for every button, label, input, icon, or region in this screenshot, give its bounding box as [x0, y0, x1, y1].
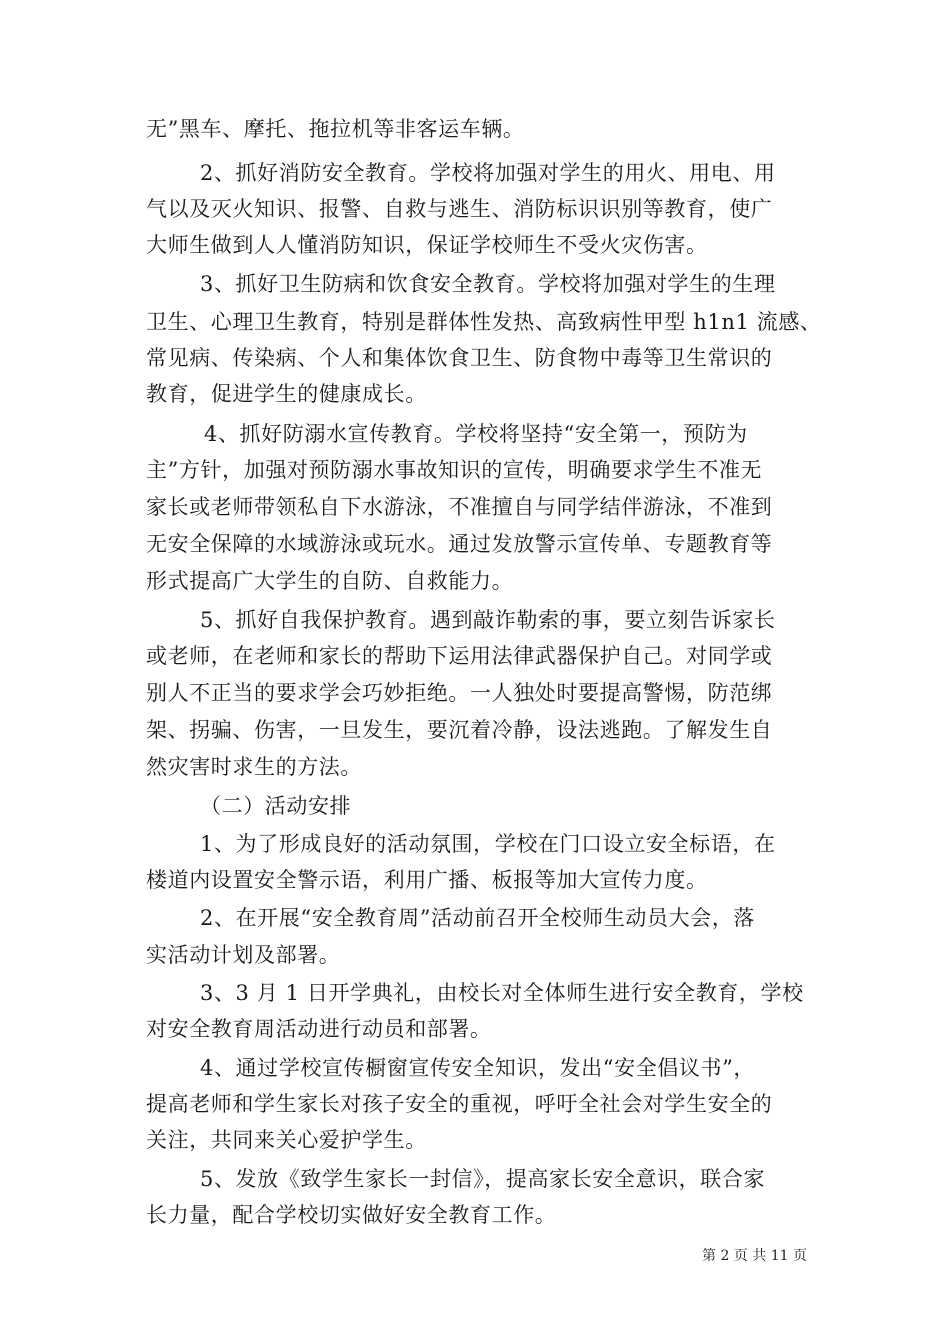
text-line: 大师生做到人人懂消防知识，保证学校师生不受火灾伤害。	[146, 233, 708, 257]
text-line: 架、拐骗、伤害，一旦发生，要沉着冷静，设法逃跑。了解发生自	[146, 718, 773, 742]
text-line: 长力量，配合学校切实做好安全教育工作。	[146, 1203, 557, 1227]
text-line: 对安全教育周活动进行动员和部署。	[146, 1017, 492, 1041]
text-line: 4、通过学校宣传橱窗宣传安全知识，发出“安全倡议书”，	[200, 1056, 756, 1080]
text-line: 或老师，在老师和家长的帮助下运用法律武器保护自己。对同学或	[146, 644, 773, 668]
text-line: 2、抓好消防安全教育。学校将加强对学生的用火、用电、用	[200, 161, 776, 185]
text-line: 5、发放《致学生家长一封信》，提高家长安全意识，联合家	[200, 1167, 766, 1191]
text-line: 形式提高广大学生的自防、自救能力。	[146, 569, 514, 593]
text-line: 关注，共同来关心爱护学生。	[146, 1128, 427, 1152]
text-line: 实活动计划及部署。	[146, 943, 341, 967]
text-line: 卫生、心理卫生教育，特别是群体性发热、高致病性甲型 h1n1 流感、	[146, 310, 822, 334]
page-number-footer: 第 2 页 共 11 页	[702, 1248, 807, 1264]
text-line: 楼道内设置安全警示语，利用广播、板报等加大宣传力度。	[146, 868, 708, 892]
text-line: 教育，促进学生的健康成长。	[146, 382, 427, 406]
text-line: 家长或老师带领私自下水游泳，不准擅自与同学结伴游泳，不准到	[146, 495, 773, 519]
section-heading: （二）活动安排	[200, 794, 352, 818]
text-line: 主”方针，加强对预防溺水事故知识的宣传，明确要求学生不准无	[146, 458, 763, 482]
text-line: 2、在开展“安全教育周”活动前召开全校师生动员大会，落	[200, 906, 756, 930]
text-line: 常见病、传染病、个人和集体饮食卫生、防食物中毒等卫生常识的	[146, 346, 773, 370]
text-line: 然灾害时求生的方法。	[146, 755, 362, 779]
text-line: 3、抓好卫生防病和饮食安全教育。学校将加强对学生的生理	[200, 272, 776, 296]
text-line: 别人不正当的要求学会巧妙拒绝。一人独处时要提高警惕，防范绑	[146, 681, 773, 705]
text-line: 4、抓好防溺水宣传教育。学校将坚持“安全第一，预防为	[204, 422, 748, 446]
text-line: 无安全保障的水域游泳或玩水。通过发放警示宣传单、专题教育等	[146, 532, 773, 556]
text-line: 1、为了形成良好的活动氛围，学校在门口设立安全标语，在	[200, 832, 776, 856]
text-line: 3、3 月 1 日开学典礼，由校长对全体师生进行安全教育，学校	[200, 981, 804, 1005]
text-line: 无”黑车、摩托、拖拉机等非客运车辆。	[146, 117, 525, 141]
text-line: 提高老师和学生家长对孩子安全的重视，呼吁全社会对学生安全的	[146, 1092, 773, 1116]
text-line: 气以及灭火知识、报警、自救与逃生、消防标识识别等教育，使广	[146, 197, 773, 221]
text-line: 5、抓好自我保护教育。遇到敲诈勒索的事，要立刻告诉家长	[200, 608, 776, 632]
